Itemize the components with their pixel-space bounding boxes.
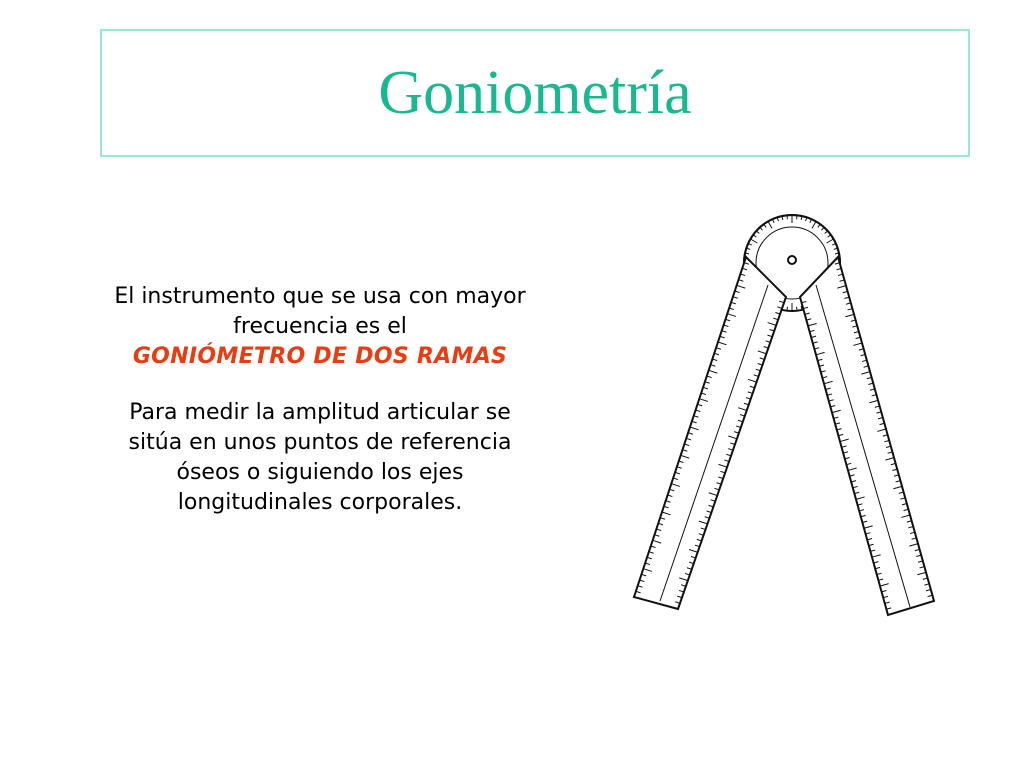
intro-line-1: El instrumento que se usa con mayor	[114, 284, 526, 309]
goniometer-icon	[620, 205, 950, 635]
left-arm	[634, 257, 786, 609]
slide-title: Goniometría	[378, 59, 692, 127]
body-text	[70, 282, 570, 518]
paragraph-line-3: óseos o siguiendo los ejes	[176, 460, 464, 485]
left-arm-centerline	[660, 285, 768, 601]
right-arm	[800, 257, 934, 615]
paragraph-gap	[70, 372, 570, 398]
title-box	[100, 29, 970, 157]
intro-line-2: frecuencia es el	[233, 314, 407, 339]
highlight-text: GONIÓMETRO DE DOS RAMAS	[132, 344, 508, 369]
paragraph-line-1: Para medir la amplitud articular se	[129, 400, 511, 425]
paragraph-line-2: sitúa en unos puntos de referencia	[128, 430, 512, 455]
right-arm-centerline	[816, 285, 910, 607]
paragraph-line-4: longitudinales corporales.	[177, 490, 463, 515]
